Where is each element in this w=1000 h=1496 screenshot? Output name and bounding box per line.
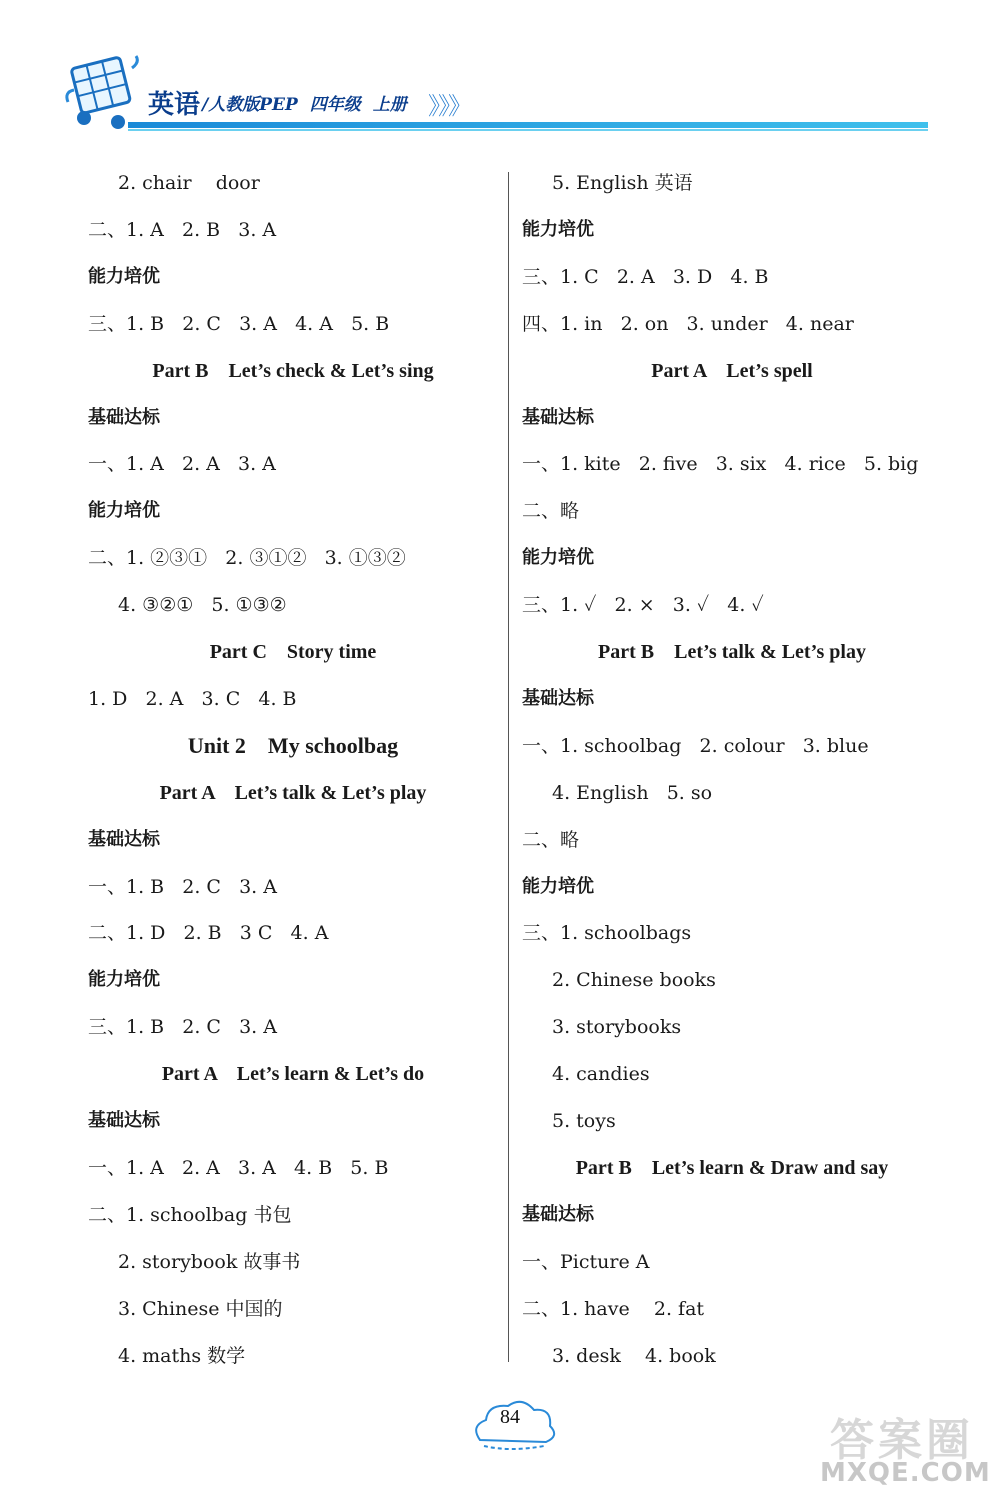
part-heading: Part B Let’s talk & Let’s play <box>598 641 866 663</box>
unit-heading: Unit 2 My schoolbag <box>187 732 399 758</box>
answer-line-indented: 5. toys <box>552 1110 616 1132</box>
part-heading: Part A Let’s talk & Let’s play <box>159 781 427 804</box>
answer-line: 一、1. A 2. A 3. A <box>88 453 276 476</box>
section-heading: 基础达标 <box>522 406 594 428</box>
page-header <box>0 0 1000 150</box>
section-heading: 基础达标 <box>522 1203 594 1225</box>
answer-line: 二、略 <box>522 500 580 523</box>
watermark-logo: 答案圈 <box>830 1415 974 1466</box>
answer-line: 四、1. in 2. on 3. under 4. near <box>522 312 854 335</box>
answer-line-indented: 4. English 5. so <box>552 781 713 804</box>
section-heading: 能力培优 <box>522 875 594 897</box>
part-heading: Part C Story time <box>209 641 377 663</box>
section-heading: 基础达标 <box>88 1110 160 1131</box>
answer-line-indented: 3. Chinese 中国的 <box>118 1297 283 1320</box>
watermark-url: MXQE.COM <box>820 1458 991 1488</box>
section-heading: 基础达标 <box>88 828 160 850</box>
header-divider-thin <box>128 129 928 131</box>
section-heading: 能力培优 <box>88 500 160 522</box>
chevron-right-icon: 》》》 <box>428 92 470 120</box>
answer-line-indented: 2. storybook 故事书 <box>118 1250 301 1273</box>
answer-line: 三、1. B 2. C 3. A 4. A 5. B <box>88 312 390 335</box>
answer-line-indented: 3. storybooks <box>552 1016 682 1039</box>
answer-line: 二、1. ②③① 2. ③①② 3. ①③② <box>88 547 406 570</box>
answer-line: 一、1. A 2. A 3. A 4. B 5. B <box>88 1156 389 1179</box>
header-volume: 上册 <box>372 95 407 115</box>
answer-line-indented: 4. ③②① 5. ①③② <box>118 594 287 617</box>
answer-line-indented: 3. desk 4. book <box>552 1344 716 1367</box>
answer-line: 三、1. schoolbags <box>522 922 692 945</box>
part-heading: Part B Let’s check & Let’s sing <box>152 359 434 382</box>
answer-line-indented: 5. English 英语 <box>552 172 693 194</box>
page-number-badge <box>470 1396 560 1452</box>
answer-line: 三、1. C 2. A 3. D 4. B <box>522 265 769 288</box>
answer-line: 二、1. A 2. B 3. A <box>88 218 277 241</box>
part-heading: Part A Let’s learn & Let’s do <box>161 1063 425 1086</box>
section-heading: 能力培优 <box>522 547 594 569</box>
answer-line: 二、1. D 2. B 3 C 4. A <box>88 922 329 945</box>
answer-line: 一、1. B 2. C 3. A <box>88 875 277 898</box>
section-heading: 基础达标 <box>522 687 594 709</box>
answer-line-indented: 4. maths 数学 <box>118 1344 246 1367</box>
answer-line: 一、Picture A <box>522 1250 650 1273</box>
header-grade: 四年级 <box>309 95 361 115</box>
section-heading: 能力培优 <box>88 265 160 287</box>
answer-line-indented: 2. Chinese books <box>552 969 716 992</box>
section-heading: 基础达标 <box>88 406 160 428</box>
part-heading: Part B Let’s learn & Draw and say <box>575 1156 889 1179</box>
section-heading: 能力培优 <box>522 218 594 240</box>
answer-line: 一、1. schoolbag 2. colour 3. blue <box>522 734 869 757</box>
header-edition <box>202 90 419 115</box>
part-heading: Part A Let’s spell <box>651 359 813 382</box>
answer-line: 二、1. schoolbag 书包 <box>88 1203 292 1226</box>
header-subject: 英语 <box>148 90 201 120</box>
page-number: 84 <box>500 1406 520 1428</box>
answer-line: 一、1. kite 2. five 3. six 4. rice 5. big <box>522 453 919 476</box>
answer-line: 三、1. ✓ 2. × 3. ✓ 4. ✓ <box>522 594 764 617</box>
answer-line: 二、1. have 2. fat <box>522 1297 705 1320</box>
section-heading: 能力培优 <box>88 969 160 991</box>
header-edition-name: /人教版PEP <box>202 95 298 115</box>
answer-line-indented: 2. chair door <box>118 172 260 194</box>
column-divider <box>508 172 509 1362</box>
answer-line: 三、1. B 2. C 3. A <box>88 1016 277 1039</box>
header-divider <box>128 122 928 128</box>
answer-line: 1. D 2. A 3. C 4. B <box>88 687 297 710</box>
answer-line-indented: 4. candies <box>552 1063 650 1086</box>
answer-line: 二、略 <box>522 828 580 851</box>
